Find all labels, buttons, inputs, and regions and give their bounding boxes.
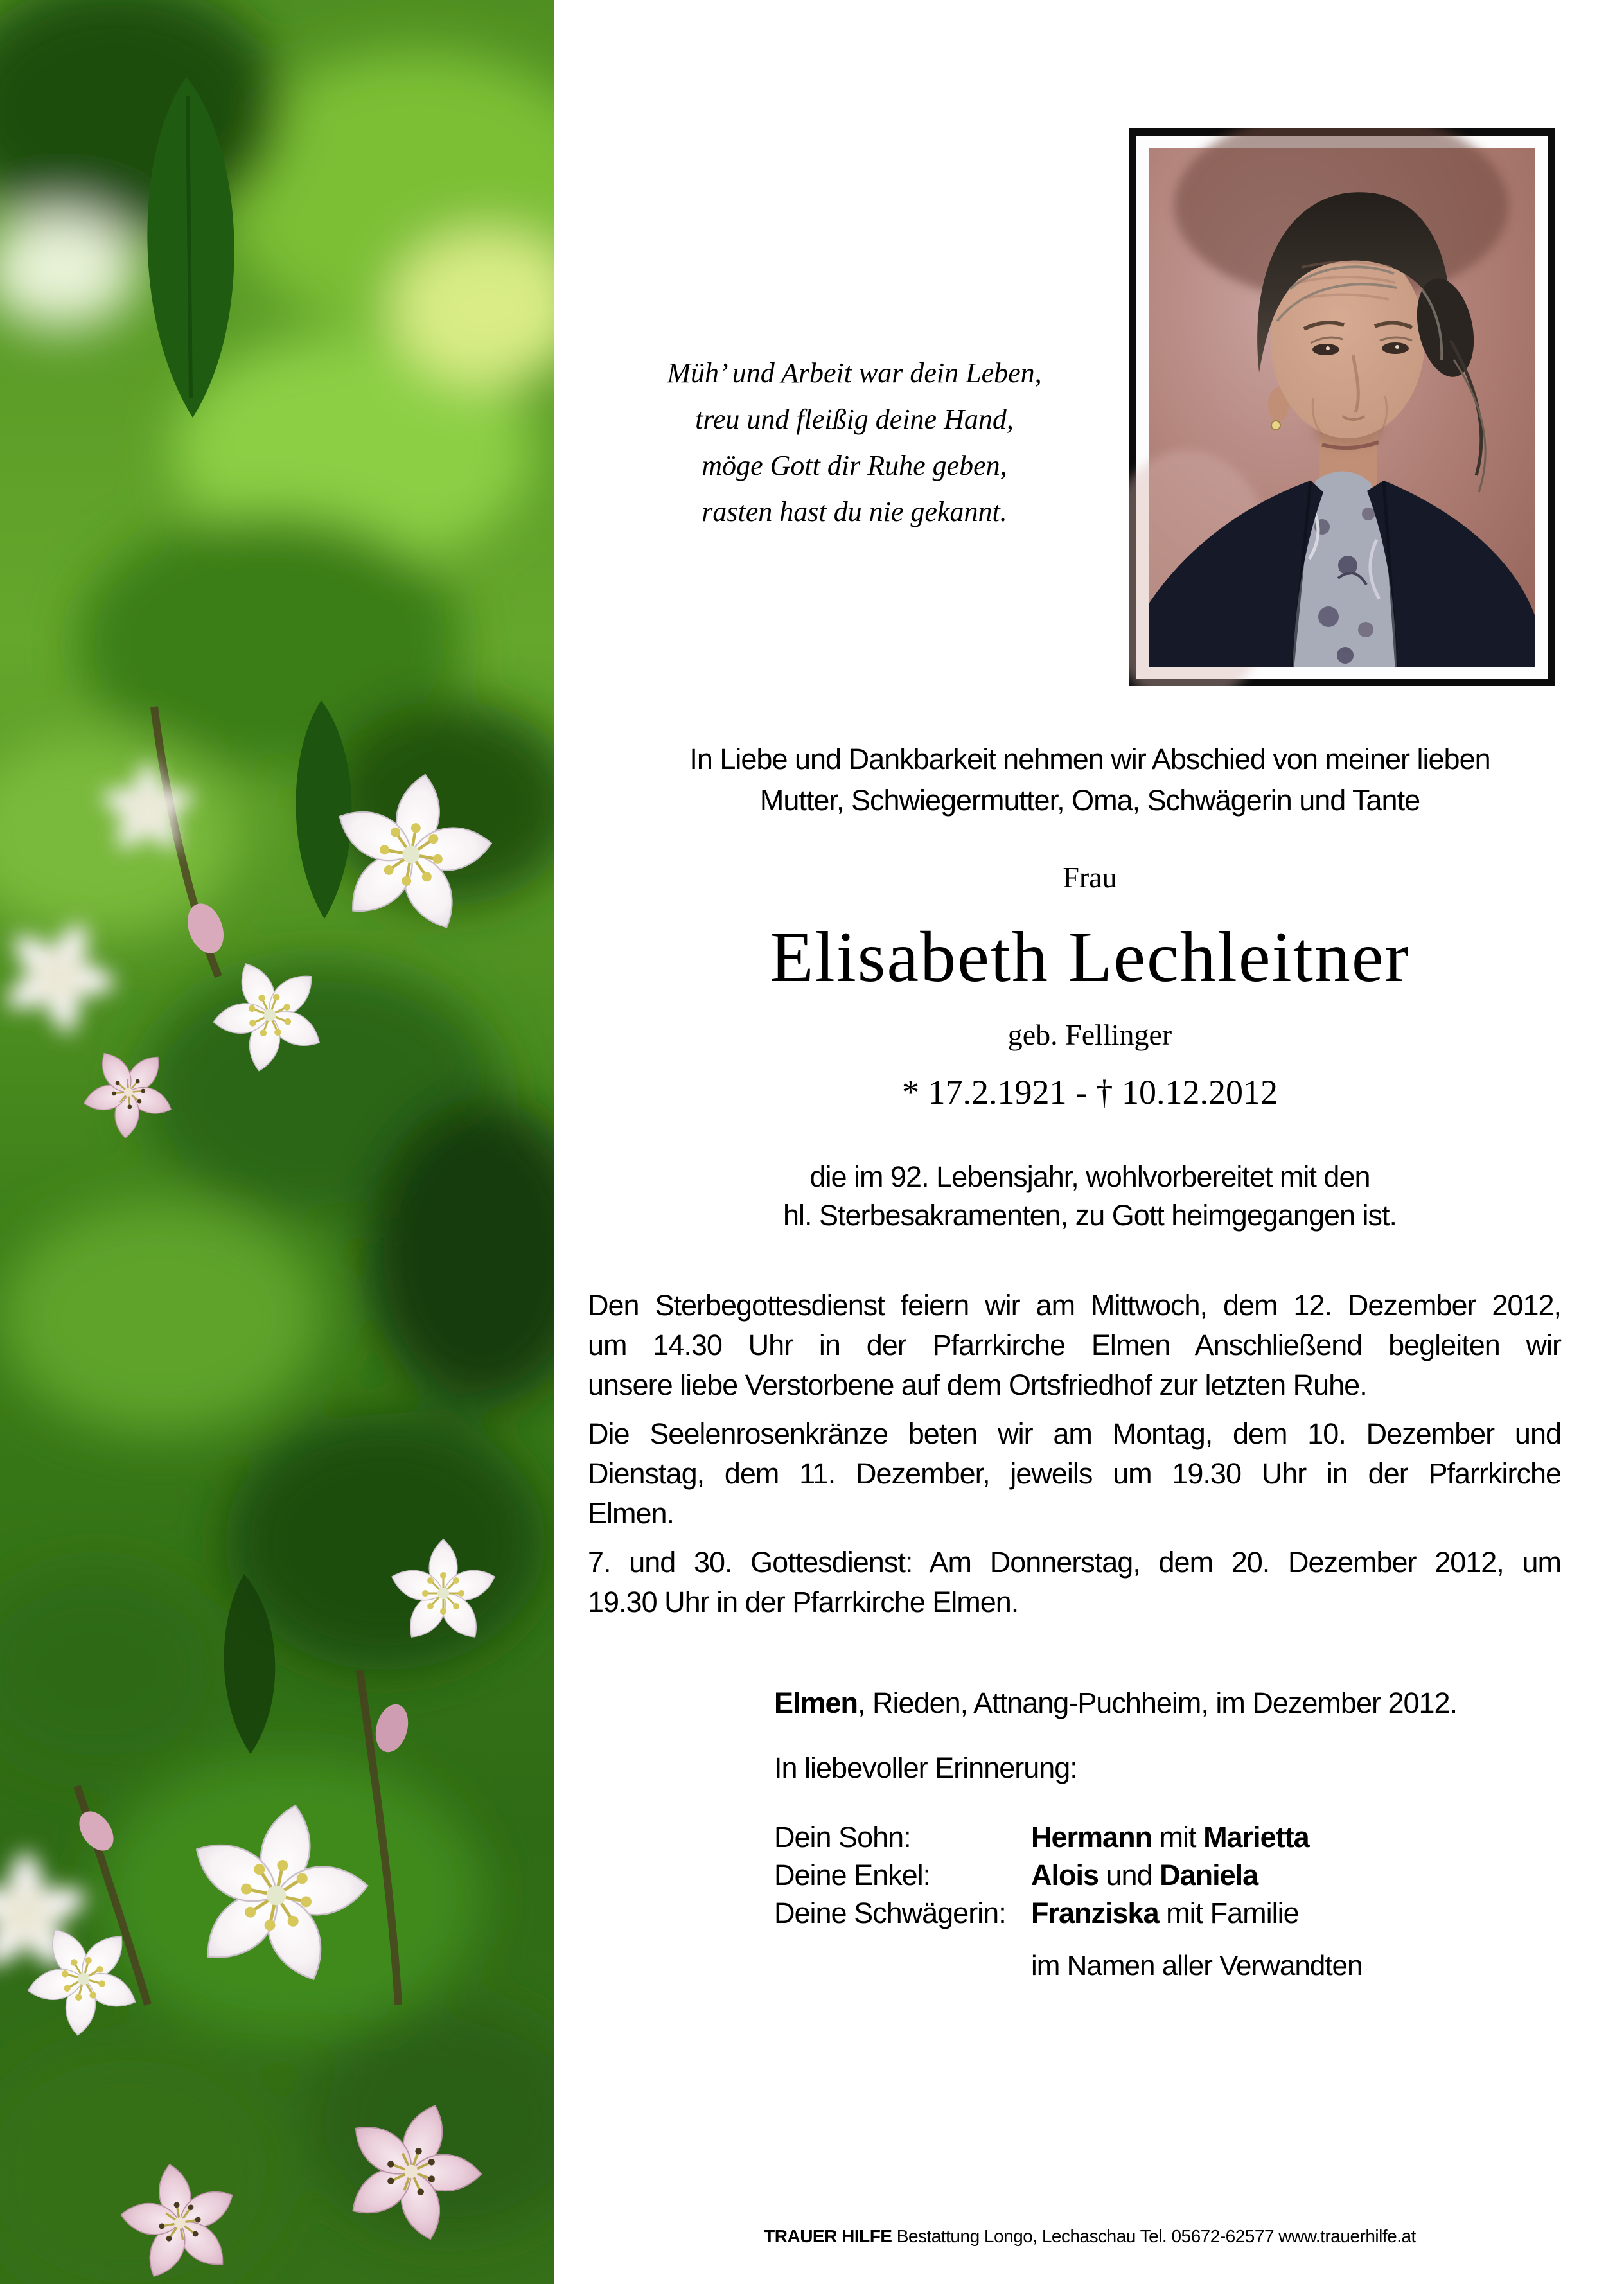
- obituary-content: [556, 0, 1624, 2284]
- farewell-intro: In Liebe und Dankbarkeit nehmen wir Abschied von meiner lieben Mutter, Schwiegermutter, Oma, Schwägerin und Tante: [689, 743, 1490, 817]
- funeral-home-footer: [556, 2226, 1624, 2247]
- rosary-paragraph: Die Seelenrosenkränze beten wir am Montag, dem 10. Dezember und Dienstag, dem 11. Dezember, jeweils um 19.30 Uhr in der Pfarrkirche Elmen.: [588, 1417, 1561, 1530]
- maiden-name: geb. Fellinger: [1007, 1018, 1172, 1051]
- memorial-mass-paragraph: 7. und 30. Gottesdienst: Am Donnerstag, dem 20. Dezember 2012, um 19.30 Uhr in der Pfarrkirche Elmen.: [588, 1546, 1561, 1618]
- funeral-home-details: Bestattung Longo, Lechaschau Tel. 05672-62577 www.trauerhilfe.at: [892, 2226, 1416, 2246]
- memorial-poem: Müh’ und Arbeit war dein Leben, treu und fleißig deine Hand, möge Gott dir Ruhe geben, rasten hast du nie gekannt.: [667, 357, 1042, 527]
- funeral-service-paragraph: Den Sterbegottesdienst feiern wir am Mittwoch, dem 12. Dezember 2012, um 14.30 Uhr in der Pfarrkirche Elmen Anschließend begleiten wir unsere liebe Verstorbene auf dem Ortsfriedhof zur letzten Ruhe.: [588, 1289, 1561, 1401]
- location-rest: , Rieden, Attnang-Puchheim, im Dezember 2012.: [858, 1686, 1458, 1719]
- location-name: Elmen: [774, 1686, 858, 1719]
- family-row-sister-in-law: Deine Schwägerin: Franziska mit Familie: [774, 1897, 1299, 1929]
- family-row-grandchildren: Deine Enkel: Alois und Daniela: [774, 1859, 1258, 1891]
- deceased-name: Elisabeth Lechleitner: [770, 917, 1410, 997]
- remembrance-heading: In liebevoller Erinnerung:: [774, 1751, 1077, 1784]
- salutation: Frau: [1063, 861, 1117, 894]
- family-list: [774, 1818, 1596, 1932]
- birth-death-dates: * 17.2.1921 - † 10.12.2012: [902, 1073, 1278, 1111]
- floral-strip-photo: [0, 0, 554, 2284]
- life-summary: die im 92. Lebensjahr, wohlvorbereitet mit den hl. Sterbesakramenten, zu Gott heimgegangen ist.: [782, 1160, 1397, 1232]
- funeral-home-brand: TRAUER HILFE: [764, 2226, 892, 2246]
- location-date-line: [774, 1685, 1596, 1722]
- on-behalf-line: im Namen aller Verwandten: [1031, 1950, 1363, 1981]
- family-row-son: Dein Sohn: Hermann mit Marietta: [774, 1821, 1309, 1854]
